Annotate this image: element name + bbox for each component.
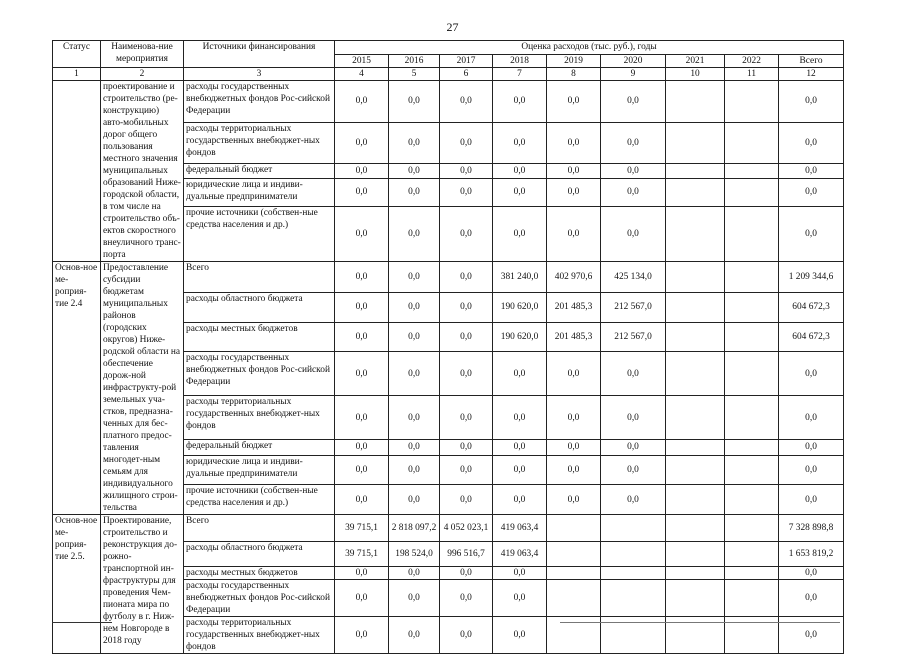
value-cell [725, 262, 779, 293]
value-cell [547, 515, 601, 542]
value-cell: 0,0 [440, 262, 493, 293]
value-cell: 0,0 [389, 206, 440, 261]
value-cell: 0,0 [779, 455, 844, 485]
value-cell: 0,0 [547, 352, 601, 396]
column-number: 5 [389, 68, 440, 81]
value-cell: 0,0 [547, 455, 601, 485]
column-number: 10 [666, 68, 725, 81]
column-number: 2 [101, 68, 184, 81]
value-cell: 0,0 [440, 122, 493, 164]
value-cell [547, 580, 601, 617]
value-cell: 0,0 [440, 206, 493, 261]
value-cell: 0,0 [493, 206, 547, 261]
funding-source-cell: расходы местных бюджетов [184, 567, 335, 580]
value-cell [666, 580, 725, 617]
value-cell: 0,0 [601, 455, 666, 485]
value-cell [666, 515, 725, 542]
table-row [53, 515, 844, 542]
value-cell: 0,0 [547, 440, 601, 455]
value-cell: 0,0 [493, 485, 547, 515]
column-number: 11 [725, 68, 779, 81]
funding-source-cell: расходы территориальных государственных внебюджет-ных фондов [184, 396, 335, 440]
value-cell: 212 567,0 [601, 322, 666, 352]
value-cell: 0,0 [779, 178, 844, 206]
measure-name-cell: Предоставление субсидии бюджетам муниципальных районов (городских округов) Ниже-родской области на обеспечение дорож-ной инфраструкту-рой земельных уча-стков, предназна-ченных для бес-платного предос-тавления многодет-ным семьям для индивидуального жилищного строи-тельства [101, 262, 184, 515]
column-number: 6 [440, 68, 493, 81]
value-cell: 0,0 [601, 440, 666, 455]
value-cell: 0,0 [335, 178, 389, 206]
header-year: Всего [779, 55, 844, 68]
value-cell [725, 542, 779, 567]
value-cell: 0,0 [779, 396, 844, 440]
value-cell: 0,0 [335, 206, 389, 261]
value-cell: 0,0 [779, 617, 844, 654]
value-cell [666, 542, 725, 567]
value-cell: 0,0 [547, 164, 601, 179]
value-cell: 0,0 [335, 455, 389, 485]
value-cell: 381 240,0 [493, 262, 547, 293]
value-cell: 0,0 [547, 178, 601, 206]
value-cell: 0,0 [493, 396, 547, 440]
value-cell: 604 672,3 [779, 322, 844, 352]
value-cell: 0,0 [601, 352, 666, 396]
value-cell: 0,0 [335, 322, 389, 352]
value-cell: 604 672,3 [779, 292, 844, 322]
value-cell: 0,0 [547, 81, 601, 123]
header-estimate: Оценка расходов (тыс. руб.), годы [335, 41, 844, 55]
value-cell [666, 485, 725, 515]
value-cell: 0,0 [389, 617, 440, 654]
value-cell: 0,0 [335, 485, 389, 515]
header-name: Наименова-ние мероприятия [101, 41, 184, 68]
value-cell: 0,0 [779, 580, 844, 617]
value-cell: 0,0 [779, 485, 844, 515]
value-cell [725, 567, 779, 580]
value-cell: 0,0 [440, 81, 493, 123]
value-cell: 0,0 [547, 122, 601, 164]
value-cell: 0,0 [440, 580, 493, 617]
funding-source-cell: расходы областного бюджета [184, 542, 335, 567]
header-year: 2020 [601, 55, 666, 68]
value-cell [666, 292, 725, 322]
value-cell: 39 715,1 [335, 515, 389, 542]
value-cell: 0,0 [601, 164, 666, 179]
value-cell: 0,0 [440, 485, 493, 515]
value-cell [666, 164, 725, 179]
value-cell: 0,0 [493, 122, 547, 164]
value-cell: 190 620,0 [493, 322, 547, 352]
value-cell: 0,0 [601, 122, 666, 164]
value-cell [725, 352, 779, 396]
value-cell: 0,0 [601, 206, 666, 261]
value-cell [725, 206, 779, 261]
value-cell: 0,0 [779, 81, 844, 123]
value-cell: 0,0 [335, 292, 389, 322]
footer-rule [52, 622, 112, 623]
header-year: 2019 [547, 55, 601, 68]
value-cell: 190 620,0 [493, 292, 547, 322]
value-cell: 0,0 [389, 122, 440, 164]
value-cell: 419 063,4 [493, 515, 547, 542]
value-cell: 0,0 [493, 164, 547, 179]
value-cell: 0,0 [335, 617, 389, 654]
value-cell [725, 580, 779, 617]
value-cell: 0,0 [547, 485, 601, 515]
value-cell [725, 292, 779, 322]
value-cell: 0,0 [440, 440, 493, 455]
page-number: 27 [446, 20, 459, 34]
funding-source-cell: юридические лица и индиви-дуальные предприниматели [184, 178, 335, 206]
funding-source-cell: Всего [184, 515, 335, 542]
value-cell: 0,0 [440, 396, 493, 440]
value-cell [666, 206, 725, 261]
value-cell: 0,0 [493, 178, 547, 206]
funding-source-cell: федеральный бюджет [184, 440, 335, 455]
value-cell: 0,0 [601, 178, 666, 206]
value-cell [666, 322, 725, 352]
status-cell: Основ-ное ме-роприя-тие 2.5. [53, 515, 101, 654]
value-cell: 0,0 [389, 396, 440, 440]
column-number: 9 [601, 68, 666, 81]
value-cell: 0,0 [389, 352, 440, 396]
funding-source-cell: расходы территориальных государственных внебюджет-ных фондов [184, 122, 335, 164]
funding-source-cell: расходы государственных внебюджетных фондов Рос-сийской Федерации [184, 580, 335, 617]
column-number: 7 [493, 68, 547, 81]
value-cell: 0,0 [493, 352, 547, 396]
value-cell [666, 81, 725, 123]
value-cell [725, 81, 779, 123]
value-cell: 0,0 [440, 292, 493, 322]
header-sources: Источники финансирования [184, 41, 335, 68]
column-number: 3 [184, 68, 335, 81]
header-year: 2022 [725, 55, 779, 68]
footer-rule-right [560, 622, 840, 623]
value-cell [725, 178, 779, 206]
value-cell: 0,0 [335, 262, 389, 293]
value-cell: 0,0 [779, 206, 844, 261]
value-cell: 0,0 [547, 206, 601, 261]
funding-source-cell: расходы территориальных государственных внебюджет-ных фондов [184, 617, 335, 654]
expense-table [52, 40, 844, 654]
header-row [53, 41, 844, 55]
header-year: 2018 [493, 55, 547, 68]
value-cell: 0,0 [335, 164, 389, 179]
status-cell: Основ-ное ме-роприя-тие 2.4 [53, 262, 101, 515]
column-number: 8 [547, 68, 601, 81]
value-cell: 2 818 097,2 [389, 515, 440, 542]
value-cell: 201 485,3 [547, 292, 601, 322]
funding-source-cell: расходы областного бюджета [184, 292, 335, 322]
header-year: 2015 [335, 55, 389, 68]
value-cell [601, 515, 666, 542]
value-cell [666, 122, 725, 164]
funding-source-cell: федеральный бюджет [184, 164, 335, 179]
value-cell: 0,0 [389, 292, 440, 322]
funding-source-cell: расходы местных бюджетов [184, 322, 335, 352]
value-cell: 0,0 [389, 81, 440, 123]
value-cell: 0,0 [547, 396, 601, 440]
value-cell: 0,0 [440, 617, 493, 654]
value-cell: 1 653 819,2 [779, 542, 844, 567]
value-cell: 0,0 [440, 352, 493, 396]
header-status: Статус [53, 41, 101, 68]
status-cell [53, 81, 101, 262]
table-row [53, 81, 844, 123]
value-cell [725, 455, 779, 485]
value-cell: 0,0 [493, 580, 547, 617]
value-cell: 0,0 [389, 178, 440, 206]
value-cell: 0,0 [779, 164, 844, 179]
value-cell: 0,0 [779, 567, 844, 580]
value-cell: 198 524,0 [389, 542, 440, 567]
header-year: 2016 [389, 55, 440, 68]
value-cell [725, 396, 779, 440]
value-cell: 0,0 [493, 617, 547, 654]
value-cell: 0,0 [389, 485, 440, 515]
value-cell [666, 178, 725, 206]
funding-source-cell: расходы государственных внебюджетных фондов Рос-сийской Федерации [184, 352, 335, 396]
value-cell: 996 516,7 [440, 542, 493, 567]
value-cell: 0,0 [335, 81, 389, 123]
value-cell: 0,0 [779, 352, 844, 396]
table-row [53, 262, 844, 293]
value-cell: 1 209 344,6 [779, 262, 844, 293]
value-cell: 7 328 898,8 [779, 515, 844, 542]
value-cell [547, 542, 601, 567]
value-cell [725, 515, 779, 542]
value-cell [666, 396, 725, 440]
value-cell: 402 970,6 [547, 262, 601, 293]
value-cell: 212 567,0 [601, 292, 666, 322]
value-cell: 0,0 [335, 396, 389, 440]
value-cell [725, 322, 779, 352]
value-cell: 0,0 [389, 567, 440, 580]
value-cell: 0,0 [493, 455, 547, 485]
value-cell: 0,0 [389, 440, 440, 455]
funding-source-cell: юридические лица и индиви-дуальные предприниматели [184, 455, 335, 485]
value-cell: 0,0 [335, 122, 389, 164]
value-cell [666, 440, 725, 455]
value-cell: 0,0 [389, 262, 440, 293]
value-cell: 39 715,1 [335, 542, 389, 567]
value-cell: 419 063,4 [493, 542, 547, 567]
column-numbers-row [53, 68, 844, 81]
value-cell: 201 485,3 [547, 322, 601, 352]
value-cell: 0,0 [779, 440, 844, 455]
column-number: 12 [779, 68, 844, 81]
value-cell [725, 122, 779, 164]
value-cell: 4 052 023,1 [440, 515, 493, 542]
value-cell: 0,0 [335, 567, 389, 580]
header-year: 2017 [440, 55, 493, 68]
value-cell: 0,0 [335, 580, 389, 617]
value-cell: 0,0 [389, 322, 440, 352]
value-cell: 425 134,0 [601, 262, 666, 293]
value-cell [601, 542, 666, 567]
value-cell: 0,0 [440, 178, 493, 206]
column-number: 1 [53, 68, 101, 81]
value-cell: 0,0 [440, 567, 493, 580]
column-number: 4 [335, 68, 389, 81]
value-cell [601, 567, 666, 580]
measure-name-cell: Проектирование, строительство и реконструкция до-рожно-транспортной ин-фраструктуры для проведения Чем-пионата мира по футболу в г. Ниж-нем Новгороде в 2018 году [101, 515, 184, 654]
value-cell: 0,0 [779, 122, 844, 164]
value-cell [547, 567, 601, 580]
header-year: 2021 [666, 55, 725, 68]
value-cell: 0,0 [440, 455, 493, 485]
value-cell [725, 164, 779, 179]
funding-source-cell: прочие источники (собствен-ные средства населения и др.) [184, 206, 335, 261]
value-cell: 0,0 [440, 164, 493, 179]
funding-source-cell: прочие источники (собствен-ные средства населения и др.) [184, 485, 335, 515]
value-cell: 0,0 [601, 485, 666, 515]
funding-source-cell: Всего [184, 262, 335, 293]
value-cell: 0,0 [601, 81, 666, 123]
value-cell: 0,0 [601, 396, 666, 440]
value-cell [601, 580, 666, 617]
funding-source-cell: расходы государственных внебюджетных фондов Рос-сийской Федерации [184, 81, 335, 123]
value-cell [666, 352, 725, 396]
value-cell: 0,0 [389, 455, 440, 485]
value-cell: 0,0 [493, 567, 547, 580]
measure-name-cell: проектирование и строительство (ре-конструкцию) авто-мобильных дорог общего пользования местного значения муниципальных образований Ниже-городской области, в том числе на строительство объ-ектов скоростного внеуличного транс-порта [101, 81, 184, 262]
value-cell: 0,0 [493, 440, 547, 455]
value-cell [666, 455, 725, 485]
value-cell [666, 567, 725, 580]
value-cell [725, 440, 779, 455]
value-cell: 0,0 [335, 352, 389, 396]
value-cell [666, 262, 725, 293]
value-cell: 0,0 [389, 164, 440, 179]
value-cell [725, 485, 779, 515]
value-cell: 0,0 [493, 81, 547, 123]
value-cell: 0,0 [440, 322, 493, 352]
value-cell: 0,0 [335, 440, 389, 455]
value-cell: 0,0 [389, 580, 440, 617]
